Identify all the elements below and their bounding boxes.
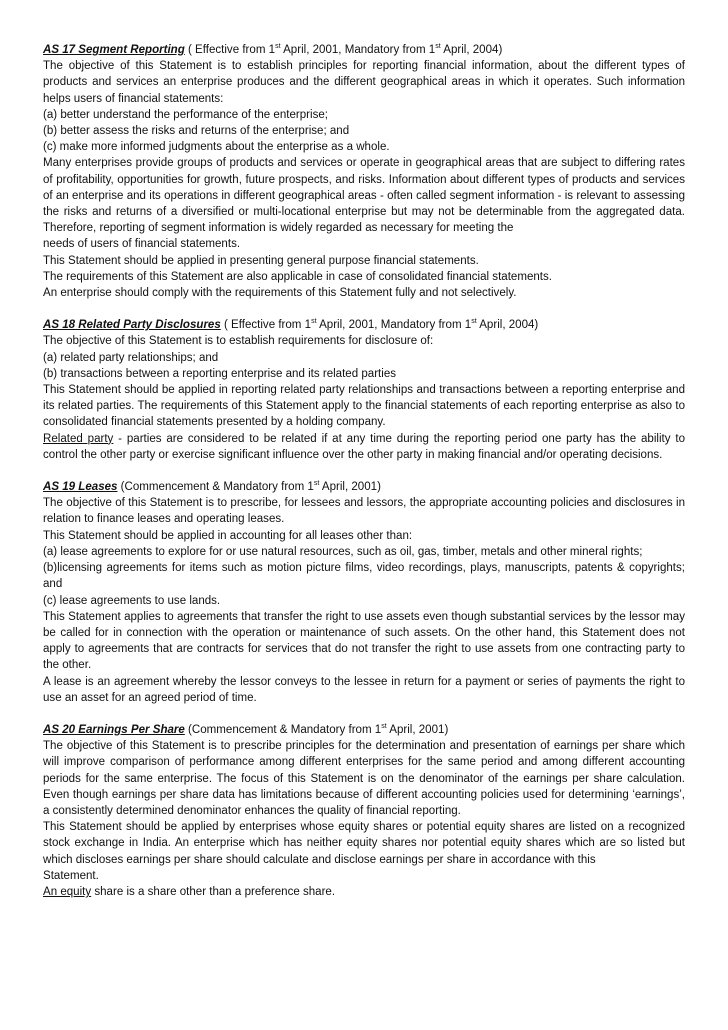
heading-text: April, 2001) [386, 723, 449, 736]
list-item: (c) make more informed judgments about the enterprise as a whole. [43, 141, 390, 154]
section-heading [43, 42, 685, 58]
paragraph: The objective of this Statement is to establish requirements for disclosure of: [43, 335, 434, 348]
paragraph: This Statement should be applied in accounting for all leases other than: [43, 529, 413, 542]
paragraph: Statement. [43, 869, 99, 882]
definition-paragraph [43, 431, 685, 463]
definition-term: Related party [43, 432, 114, 445]
section-as20 [43, 722, 685, 900]
list-item: (b)licensing agreements for items such as motion picture films, video recordings, plays, manuscripts, patents & copyrights; and [43, 562, 685, 591]
ordinal-suffix: st [381, 722, 387, 730]
heading-text: April, 2001, Mandatory from 1 [316, 319, 472, 332]
heading-text: ( Effective from 1 [220, 319, 312, 332]
section-heading [43, 317, 685, 333]
list-item: (a) related party relationships; and [43, 351, 219, 364]
section-as17 [43, 42, 685, 301]
definition-text: share is a share other than a preference share. [91, 885, 336, 898]
heading-text: April, 2004) [440, 44, 503, 56]
paragraph: The requirements of this Statement are also applicable in case of consolidated financial statements. [43, 270, 552, 283]
list-item: (b) transactions between a reporting enterprise and its related parties [43, 367, 397, 380]
paragraph: This Statement applies to agreements that transfer the right to use assets even though substantial services by the lessor may be called for in connection with the operation or maintenance of such assets. On the other hand, this Statement does not apply to agreements that are contracts for services that do not transfer the right to use assets from one contracting party to the other. [43, 610, 685, 672]
section-as19 [43, 479, 685, 706]
paragraph: This Statement should be applied by enterprises whose equity shares or potential equity shares are listed on a recognized stock exchange in India. An enterprise which has neither equity shares nor potential equity shares which are so listed but which discloses earnings per share should calculate and disclose earnings per share in accordance with this [43, 821, 685, 866]
ordinal-suffix: st [435, 43, 441, 50]
heading-text: (Commencement & Mandatory from 1 [184, 723, 382, 736]
section-title: AS 20 Earnings Per Share [43, 723, 185, 736]
definition-paragraph [43, 884, 685, 900]
section-title: AS 19 Leases [43, 481, 118, 494]
heading-text: (Commencement & Mandatory from 1 [117, 481, 314, 494]
paragraph: Many enterprises provide groups of products and services or operate in geographical areas that are subject to differing rates of profitability, opportunities for growth, future prospects, and risks. Information about different types of products and services of an enterprise and its operations in different geographical areas - often called segment information - is relevant to assessing the risks and returns of a diversified or multi-locational enterprise but may not be determinable from the aggregated data. Therefore, reporting of segment information is widely regarded as necessary for meeting the [43, 157, 685, 235]
definition-term: An equity [43, 885, 92, 898]
section-title: AS 17 Segment Reporting [43, 44, 185, 56]
paragraph: An enterprise should comply with the requirements of this Statement fully and not selectively. [43, 287, 517, 300]
list-item: (b) better assess the risks and returns of the enterprise; and [43, 125, 350, 138]
paragraph: This Statement should be applied in presenting general purpose financial statements. [43, 254, 479, 267]
section-as18 [43, 317, 685, 463]
heading-text: April, 2004) [476, 319, 539, 332]
ordinal-suffix: st [275, 43, 281, 50]
section-heading [43, 479, 685, 495]
ordinal-suffix: st [471, 318, 477, 326]
paragraph: This Statement should be applied in reporting related party relationships and transactions between a reporting enterprise and its related parties. The requirements of this Statement apply to the financial statements of each reporting enterprise as also to consolidated financial statements presented by a holding company. [43, 384, 685, 429]
paragraph: The objective of this Statement is to establish principles for reporting financial information, about the different types of products and services an enterprise produces and the different geographical areas in which it operates. Such information helps users of financial statements: [43, 60, 685, 105]
list-item: (c) lease agreements to use lands. [43, 594, 221, 607]
paragraph: The objective of this Statement is to prescribe principles for the determination and presentation of earnings per share which will improve comparison of performance among different enterprises for the same period and among different accounting periods for the same enterprise. The focus of this Statement is on the denominator of the earnings per share calculation. Even though earnings per share data has limitations because of different accounting policies used for determining ‘earnings’, a consistently determined denominator enhances the quality of financial reporting. [43, 740, 685, 817]
paragraph: A lease is an agreement whereby the lessor conveys to the lessee in return for a payment or series of payments the right to use an asset for an agreed period of time. [43, 675, 685, 704]
list-item: (a) lease agreements to explore for or use natural resources, such as oil, gas, timber, metals and other mineral rights; [43, 545, 643, 558]
section-title: AS 18 Related Party Disclosures [43, 319, 221, 332]
list-item: (a) better understand the performance of the enterprise; [43, 108, 328, 121]
paragraph: needs of users of financial statements. [43, 238, 241, 251]
section-heading [43, 722, 685, 738]
ordinal-suffix: st [311, 318, 317, 326]
paragraph: The objective of this Statement is to prescribe, for lessees and lessors, the appropriate accounting policies and disclosures in relation to finance leases and operating leases. [43, 497, 685, 526]
heading-text: April, 2001, Mandatory from 1 [280, 44, 436, 56]
ordinal-suffix: st [313, 480, 320, 488]
definition-text: - parties are considered to be related if at any time during the reporting period one party has the ability to control the other party or exercise significant influence over the other party in making financial and/or operating decisions. [43, 432, 685, 461]
heading-text: April, 2001) [319, 481, 381, 494]
heading-text: ( Effective from 1 [184, 44, 276, 56]
